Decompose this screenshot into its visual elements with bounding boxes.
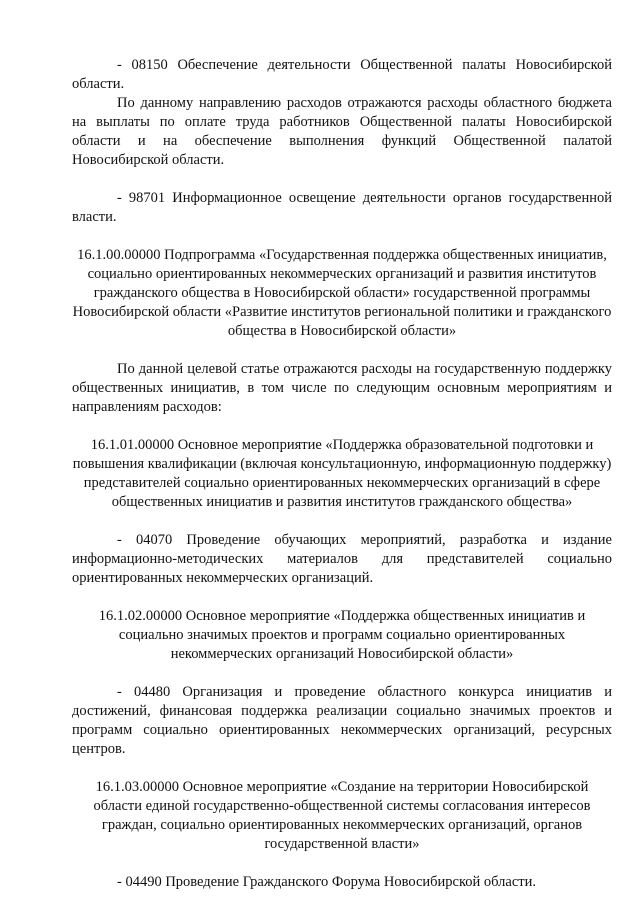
heading-16-1-03: 16.1.03.00000 Основное мероприятие «Создание на территории Новосибирской области единой государственно-общественной системы согласования интересов граждан, социально ориентированных некоммерческих организаций, органов государственной власти» <box>93 779 591 852</box>
paragraph-04490: - 04490 Проведение Гражданского Форума Новосибирской области. <box>117 874 536 890</box>
paragraph-08150: - 08150 Обеспечение деятельности Общественной палаты Новосибирской области. <box>72 57 612 92</box>
paragraph-04480: - 04480 Организация и проведение областного конкурса инициатив и достижений, финансовая поддержка реализации социально значимых проектов и программ социально ориентированных некоммерческих организаций, ресурсных центров. <box>72 684 612 757</box>
paragraph-08150-description: По данному направлению расходов отражаются расходы областного бюджета на выплаты по оплате труда работников Общественной палаты Новосибирской области и на обеспечение выполнения функций Общественной палатой Новосибирской области. <box>72 95 612 168</box>
heading-16-1-01: 16.1.01.00000 Основное мероприятие «Поддержка образовательной подготовки и повышения квалификации (включая консультационную, информационную поддержку) представителей социально ориентированных некоммерческих организаций в сфере общественных инициатив и развития институтов гражданского общества» <box>72 437 612 510</box>
paragraph-04070: - 04070 Проведение обучающих мероприятий, разработка и издание информационно-методических материалов для представителей социально ориентированных некоммерческих организаций. <box>72 532 612 586</box>
paragraph-98701: - 98701 Информационное освещение деятельности органов государственной власти. <box>72 190 612 225</box>
heading-16-1-02: 16.1.02.00000 Основное мероприятие «Поддержка общественных инициатив и социально значимых проектов и программ социально ориентированных некоммерческих организаций Новосибирской области» <box>98 608 586 662</box>
heading-subprogram-16-1: 16.1.00.00000 Подпрограмма «Государственная поддержка общественных инициатив, социально ориентированных некоммерческих организаций и развития институтов гражданского общества в Новосибирской области» государственной программы Новосибирской области «Развитие институтов региональной политики и гражданского общества в Новосибирской области» <box>72 247 612 339</box>
document-page <box>72 56 612 892</box>
paragraph-subprogram-description: По данной целевой статье отражаются расходы на государственную поддержку общественных инициатив, в том числе по следующим основным мероприятиям и направлениям расходов: <box>72 361 612 415</box>
